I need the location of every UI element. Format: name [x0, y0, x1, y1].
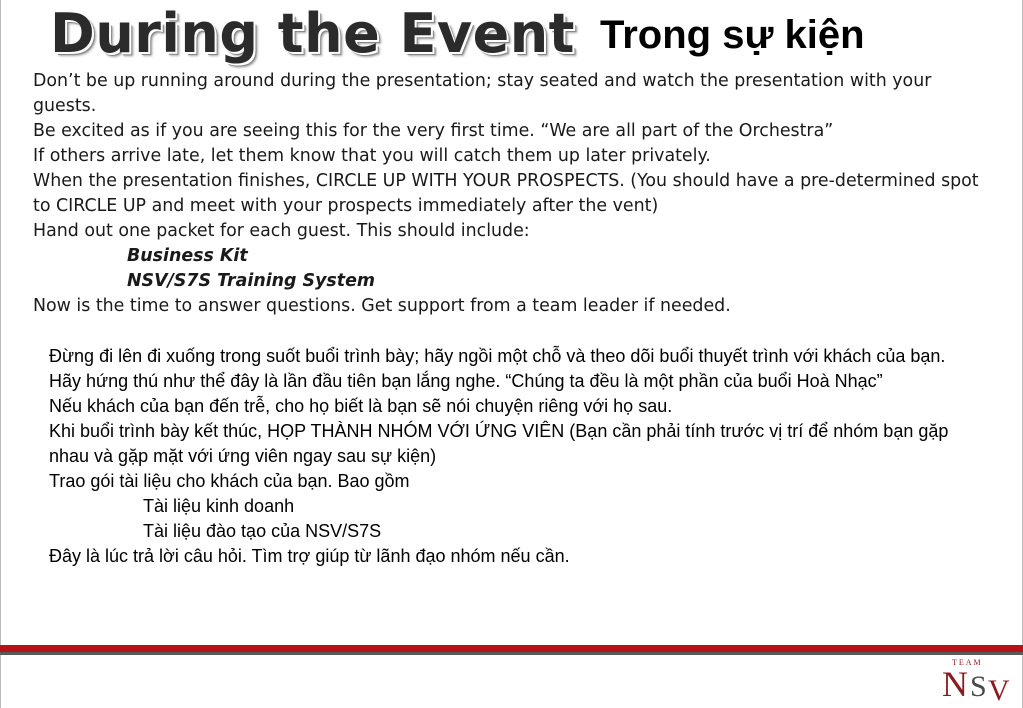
- footer-accent-bar: [0, 645, 1023, 652]
- logo-letter-s: S: [970, 670, 987, 703]
- logo-letter-n: N: [942, 664, 968, 704]
- logo-team-text: TEAM: [952, 658, 983, 667]
- english-content: [33, 69, 993, 319]
- vietnamese-packet-item-2: Tài liệu đào tạo của NSV/S7S: [143, 521, 382, 541]
- english-paragraph-3: If others arrive late, let them know that you will catch them up later privately.: [33, 146, 711, 166]
- english-paragraph-1: Don’t be up running around during the presentation; stay seated and watch the presentation with your guests.: [33, 71, 932, 116]
- vietnamese-packet-item-1: Tài liệu kinh doanh: [143, 496, 295, 516]
- english-packet-item-2: NSV/S7S Training System: [127, 271, 375, 291]
- english-paragraph-4: When the presentation finishes, CIRCLE UP WITH YOUR PROSPECTS. (You should have a pre-determined spot to CIRCLE UP and meet with your prospects immediately after the vent): [33, 171, 979, 216]
- vietnamese-paragraph-1: Đừng đi lên đi xuống trong suốt buổi trình bày; hãy ngồi một chỗ và theo dõi buổi thuyết trình với khách của bạn.: [49, 346, 946, 366]
- vietnamese-paragraph-4: Khi buổi trình bày kết thúc, HỌP THÀNH NHÓM VỚI ỨNG VIÊN (Bạn cần phải tính trước vị trí để nhóm bạn gặp nhau và gặp mặt với ứng viên ngay sau sự kiện): [49, 421, 949, 466]
- vietnamese-paragraph-3: Nếu khách của bạn đến trễ, cho họ biết là bạn sẽ nói chuyện riêng với họ sau.: [49, 396, 673, 416]
- logo-letter-v: V: [988, 674, 1010, 707]
- vietnamese-paragraph-5: Trao gói tài liệu cho khách của bạn. Bao gồm: [49, 471, 410, 491]
- team-nsv-logo: [940, 658, 1016, 706]
- slide-title-vietnamese: Trong sự kiện: [600, 13, 865, 57]
- english-paragraph-5: Hand out one packet for each guest. This should include:: [33, 221, 530, 241]
- english-paragraph-2: Be excited as if you are seeing this for the very first time. “We are all part of the Orchestra”: [33, 121, 834, 141]
- english-paragraph-6: Now is the time to answer questions. Get support from a team leader if needed.: [33, 296, 731, 316]
- vietnamese-paragraph-6: Đây là lúc trả lời câu hỏi. Tìm trợ giúp từ lãnh đạo nhóm nếu cần.: [49, 546, 570, 566]
- footer-divider: [0, 652, 1023, 655]
- slide-title-english: During the Event: [50, 2, 575, 65]
- english-packet-item-1: Business Kit: [127, 246, 248, 266]
- vietnamese-paragraph-2: Hãy hứng thú như thể đây là lần đầu tiên bạn lắng nghe. “Chúng ta đều là một phần của buổi Hoà Nhạc”: [49, 371, 883, 391]
- vietnamese-content: [49, 344, 979, 569]
